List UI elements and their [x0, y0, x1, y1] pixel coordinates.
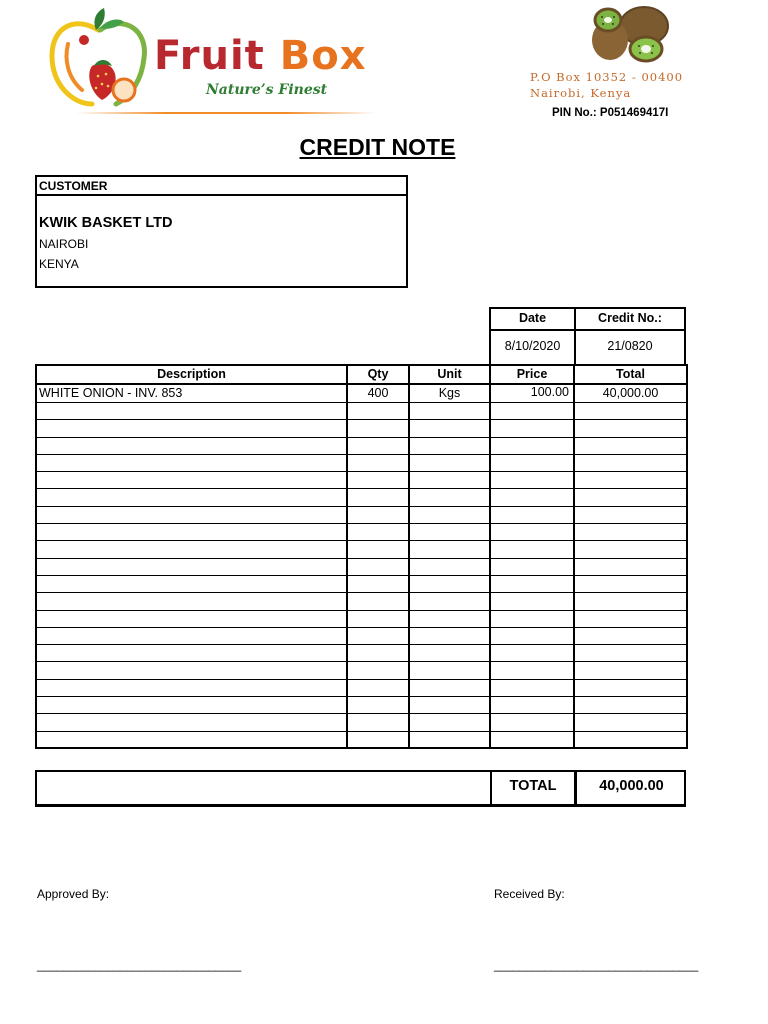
cell-total: 40,000.00 [574, 384, 687, 403]
table-row [36, 731, 687, 748]
cell-total [574, 731, 687, 748]
fruit-box-logo-icon [46, 4, 156, 112]
cell-total [574, 489, 687, 506]
cell-qty [347, 593, 409, 610]
cell-description [36, 575, 347, 592]
pin-number: PIN No.: P051469417I [552, 107, 669, 119]
cell-qty [347, 575, 409, 592]
cell-total [574, 506, 687, 523]
credit-no-value: 21/0820 [607, 339, 653, 353]
cell-unit [409, 454, 490, 471]
customer-label: CUSTOMER [37, 177, 406, 196]
cell-total [574, 403, 687, 420]
cell-description [36, 610, 347, 627]
brand-logo [46, 4, 391, 120]
cell-unit [409, 575, 490, 592]
total-divider [37, 770, 684, 772]
table-row [36, 558, 687, 575]
table-row [36, 627, 687, 644]
cell-price [490, 593, 574, 610]
cell-unit [409, 593, 490, 610]
cell-unit [409, 403, 490, 420]
cell-unit: Kgs [409, 384, 490, 403]
cell-unit [409, 558, 490, 575]
customer-city: NAIROBI [39, 237, 89, 251]
cell-unit [409, 541, 490, 558]
table-header-row [36, 365, 687, 384]
table-row [36, 524, 687, 541]
customer-country: KENYA [39, 257, 79, 271]
cell-unit [409, 731, 490, 748]
cell-total [574, 679, 687, 696]
cell-total [574, 662, 687, 679]
cell-qty [347, 610, 409, 627]
meta-divider [491, 329, 684, 331]
cell-price [490, 506, 574, 523]
table-row [36, 454, 687, 471]
document-title: CREDIT NOTE [299, 134, 456, 160]
cell-total [574, 575, 687, 592]
cell-total [574, 593, 687, 610]
cell-qty [347, 403, 409, 420]
cell-description [36, 524, 347, 541]
cell-total [574, 697, 687, 714]
credit-no-label: Credit No.: [598, 311, 662, 325]
table-row [36, 472, 687, 489]
cell-description [36, 697, 347, 714]
cell-qty [347, 679, 409, 696]
cell-unit [409, 610, 490, 627]
cell-qty [347, 645, 409, 662]
cell-unit [409, 645, 490, 662]
cell-description [36, 403, 347, 420]
table-row [36, 420, 687, 437]
table-row [36, 662, 687, 679]
company-address-line1: P.O Box 10352 - 00400 [530, 70, 684, 84]
table-row [36, 384, 687, 403]
cell-total [574, 437, 687, 454]
cell-description [36, 541, 347, 558]
table-row [36, 645, 687, 662]
cell-price [490, 454, 574, 471]
table-row [36, 489, 687, 506]
customer-name: KWIK BASKET LTD [39, 215, 173, 231]
cell-price [490, 679, 574, 696]
date-value: 8/10/2020 [504, 339, 561, 353]
cell-unit [409, 627, 490, 644]
cell-qty [347, 506, 409, 523]
cell-unit [409, 420, 490, 437]
cell-description [36, 420, 347, 437]
approved-by-label: Approved By: [37, 887, 110, 901]
cell-total [574, 454, 687, 471]
date-label: Date [518, 311, 547, 325]
cell-qty [347, 420, 409, 437]
brand-name [154, 33, 367, 79]
table-row [36, 593, 687, 610]
cell-qty [347, 662, 409, 679]
cell-total [574, 610, 687, 627]
cell-price [490, 489, 574, 506]
cell-total [574, 472, 687, 489]
kiwi-fruit-icon [586, 4, 678, 64]
column-header-description: Description [36, 365, 347, 384]
cell-price [490, 627, 574, 644]
table-row [36, 575, 687, 592]
cell-price [490, 437, 574, 454]
cell-qty [347, 541, 409, 558]
cell-price [490, 420, 574, 437]
cell-total [574, 627, 687, 644]
cell-qty [347, 558, 409, 575]
cell-price [490, 731, 574, 748]
cell-description [36, 437, 347, 454]
cell-unit [409, 679, 490, 696]
cell-description [36, 662, 347, 679]
table-row [36, 541, 687, 558]
cell-description [36, 714, 347, 731]
cell-qty [347, 731, 409, 748]
cell-description [36, 645, 347, 662]
cell-unit [409, 472, 490, 489]
cell-description [36, 558, 347, 575]
brand-divider [76, 112, 376, 114]
column-header-price: Price [490, 365, 574, 384]
cell-description [36, 506, 347, 523]
cell-price [490, 558, 574, 575]
table-row [36, 610, 687, 627]
column-header-total: Total [574, 365, 687, 384]
received-by-label: Received By: [494, 887, 565, 901]
total-label: TOTAL [509, 778, 557, 794]
cell-unit [409, 714, 490, 731]
total-box [35, 770, 686, 807]
cell-description [36, 627, 347, 644]
cell-qty [347, 437, 409, 454]
cell-unit [409, 662, 490, 679]
column-header-unit: Unit [409, 365, 490, 384]
table-row [36, 697, 687, 714]
table-row [36, 714, 687, 731]
cell-unit [409, 697, 490, 714]
brand-tagline: Nature’s Finest [206, 82, 328, 98]
cell-total [574, 420, 687, 437]
cell-price [490, 714, 574, 731]
company-address-line2: Nairobi, Kenya [530, 86, 632, 100]
total-value: 40,000.00 [599, 778, 664, 794]
cell-qty [347, 714, 409, 731]
brand-name-part2: Box [279, 33, 367, 79]
cell-price [490, 697, 574, 714]
items-table-body [36, 384, 687, 748]
column-header-qty: Qty [347, 365, 409, 384]
cell-price [490, 403, 574, 420]
approved-by-signature-line: ________________________________ [37, 958, 241, 972]
cell-price [490, 662, 574, 679]
cell-price [490, 541, 574, 558]
cell-total [574, 645, 687, 662]
cell-total [574, 558, 687, 575]
cell-unit [409, 506, 490, 523]
customer-box [35, 175, 408, 288]
cell-price [490, 472, 574, 489]
credit-meta-box [489, 307, 686, 364]
cell-description: WHITE ONION - INV. 853 [36, 384, 347, 403]
cell-unit [409, 437, 490, 454]
items-table [35, 364, 688, 749]
cell-price [490, 575, 574, 592]
cell-qty: 400 [347, 384, 409, 403]
cell-qty [347, 489, 409, 506]
cell-price [490, 524, 574, 541]
table-row [36, 437, 687, 454]
table-row [36, 403, 687, 420]
cell-description [36, 731, 347, 748]
table-row [36, 506, 687, 523]
received-by-signature-line: ________________________________ [494, 958, 698, 972]
cell-qty [347, 697, 409, 714]
cell-qty [347, 472, 409, 489]
cell-total [574, 714, 687, 731]
cell-description [36, 489, 347, 506]
cell-description [36, 593, 347, 610]
cell-unit [409, 489, 490, 506]
cell-qty [347, 524, 409, 541]
table-row [36, 679, 687, 696]
brand-name-part1: Fruit [154, 33, 265, 79]
cell-total [574, 541, 687, 558]
cell-description [36, 472, 347, 489]
cell-description [36, 679, 347, 696]
cell-description [36, 454, 347, 471]
cell-qty [347, 627, 409, 644]
cell-qty [347, 454, 409, 471]
cell-unit [409, 524, 490, 541]
cell-price [490, 610, 574, 627]
cell-price: 100.00 [490, 384, 574, 403]
cell-price [490, 645, 574, 662]
cell-total [574, 524, 687, 541]
